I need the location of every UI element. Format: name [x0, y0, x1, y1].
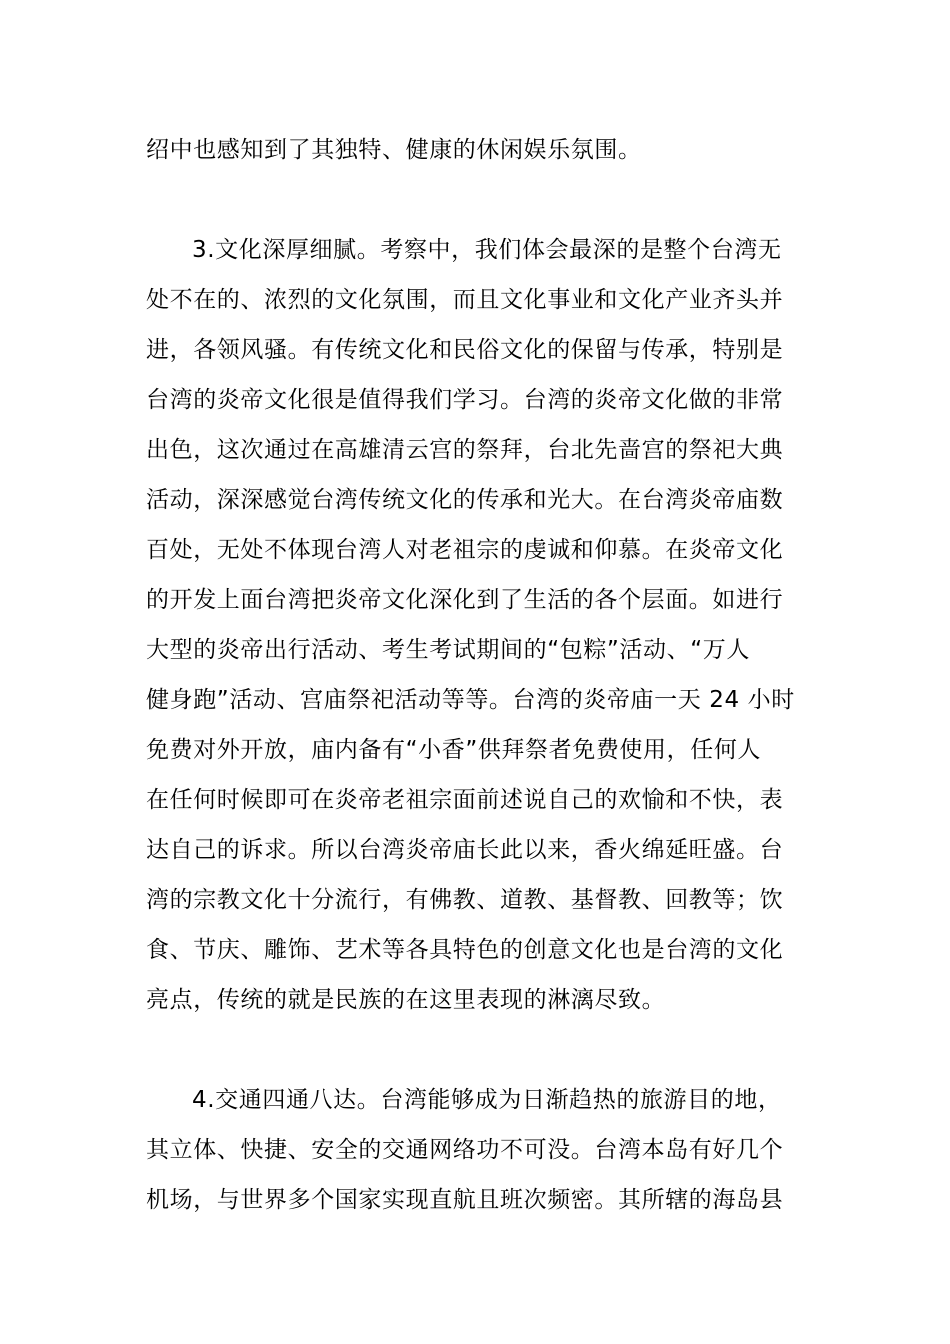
text-line-6: 出色，这次通过在高雄清云宫的祭拜，台北先啬宫的祭祀大典: [146, 437, 784, 463]
text-line-4: 进，各领风骚。有传统文化和民俗文化的保留与传承，特别是: [146, 337, 784, 363]
text-line-13: 在任何时候即可在炎帝老祖宗面前述说自己的欢愉和不快，表: [146, 787, 784, 813]
text-line-12: 免费对外开放，庙内备有“小香”供拜祭者免费使用，任何人: [146, 737, 762, 763]
text-line-20: 机场，与世界多个国家实现直航且班次频密。其所辖的海岛县: [146, 1187, 784, 1213]
text-line-14: 达自己的诉求。所以台湾炎帝庙长此以来，香火绵延旺盛。台: [146, 837, 784, 863]
text-line-10: 大型的炎帝出行活动、考生考试期间的“包粽”活动、“万人: [146, 637, 750, 663]
text-line-9: 的开发上面台湾把炎帝文化深化到了生活的各个层面。如进行: [146, 587, 784, 613]
text-line-3: 处不在的、浓烈的文化氛围，而且文化事业和文化产业齐头并: [146, 287, 784, 313]
text-line-16: 食、节庆、雕饰、艺术等各具特色的创意文化也是台湾的文化: [146, 937, 784, 963]
text-line-1: 绍中也感知到了其独特、健康的休闲娱乐氛围。: [146, 137, 642, 163]
text-line-5: 台湾的炎帝文化很是值得我们学习。台湾的炎帝文化做的非常: [146, 387, 784, 413]
text-line-8: 百处，无处不体现台湾人对老祖宗的虔诚和仰慕。在炎帝文化: [146, 537, 784, 563]
section-4-heading-line: 4.交通四通八达。台湾能够成为日渐趋热的旅游目的地，: [192, 1087, 782, 1113]
text-line-15: 湾的宗教文化十分流行，有佛教、道教、基督教、回教等；饮: [146, 887, 784, 913]
text-line-11: 健身跑”活动、宫庙祭祀活动等等。台湾的炎帝庙一天 24 小时: [146, 687, 795, 713]
text-line-19: 其立体、快捷、安全的交通网络功不可没。台湾本岛有好几个: [146, 1137, 784, 1163]
section-3-heading-line: 3.文化深厚细腻。考察中，我们体会最深的是整个台湾无: [192, 237, 782, 263]
text-line-7: 活动，深深感觉台湾传统文化的传承和光大。在台湾炎帝庙数: [146, 487, 784, 513]
text-line-17: 亮点，传统的就是民族的在这里表现的淋漓尽致。: [146, 987, 666, 1013]
